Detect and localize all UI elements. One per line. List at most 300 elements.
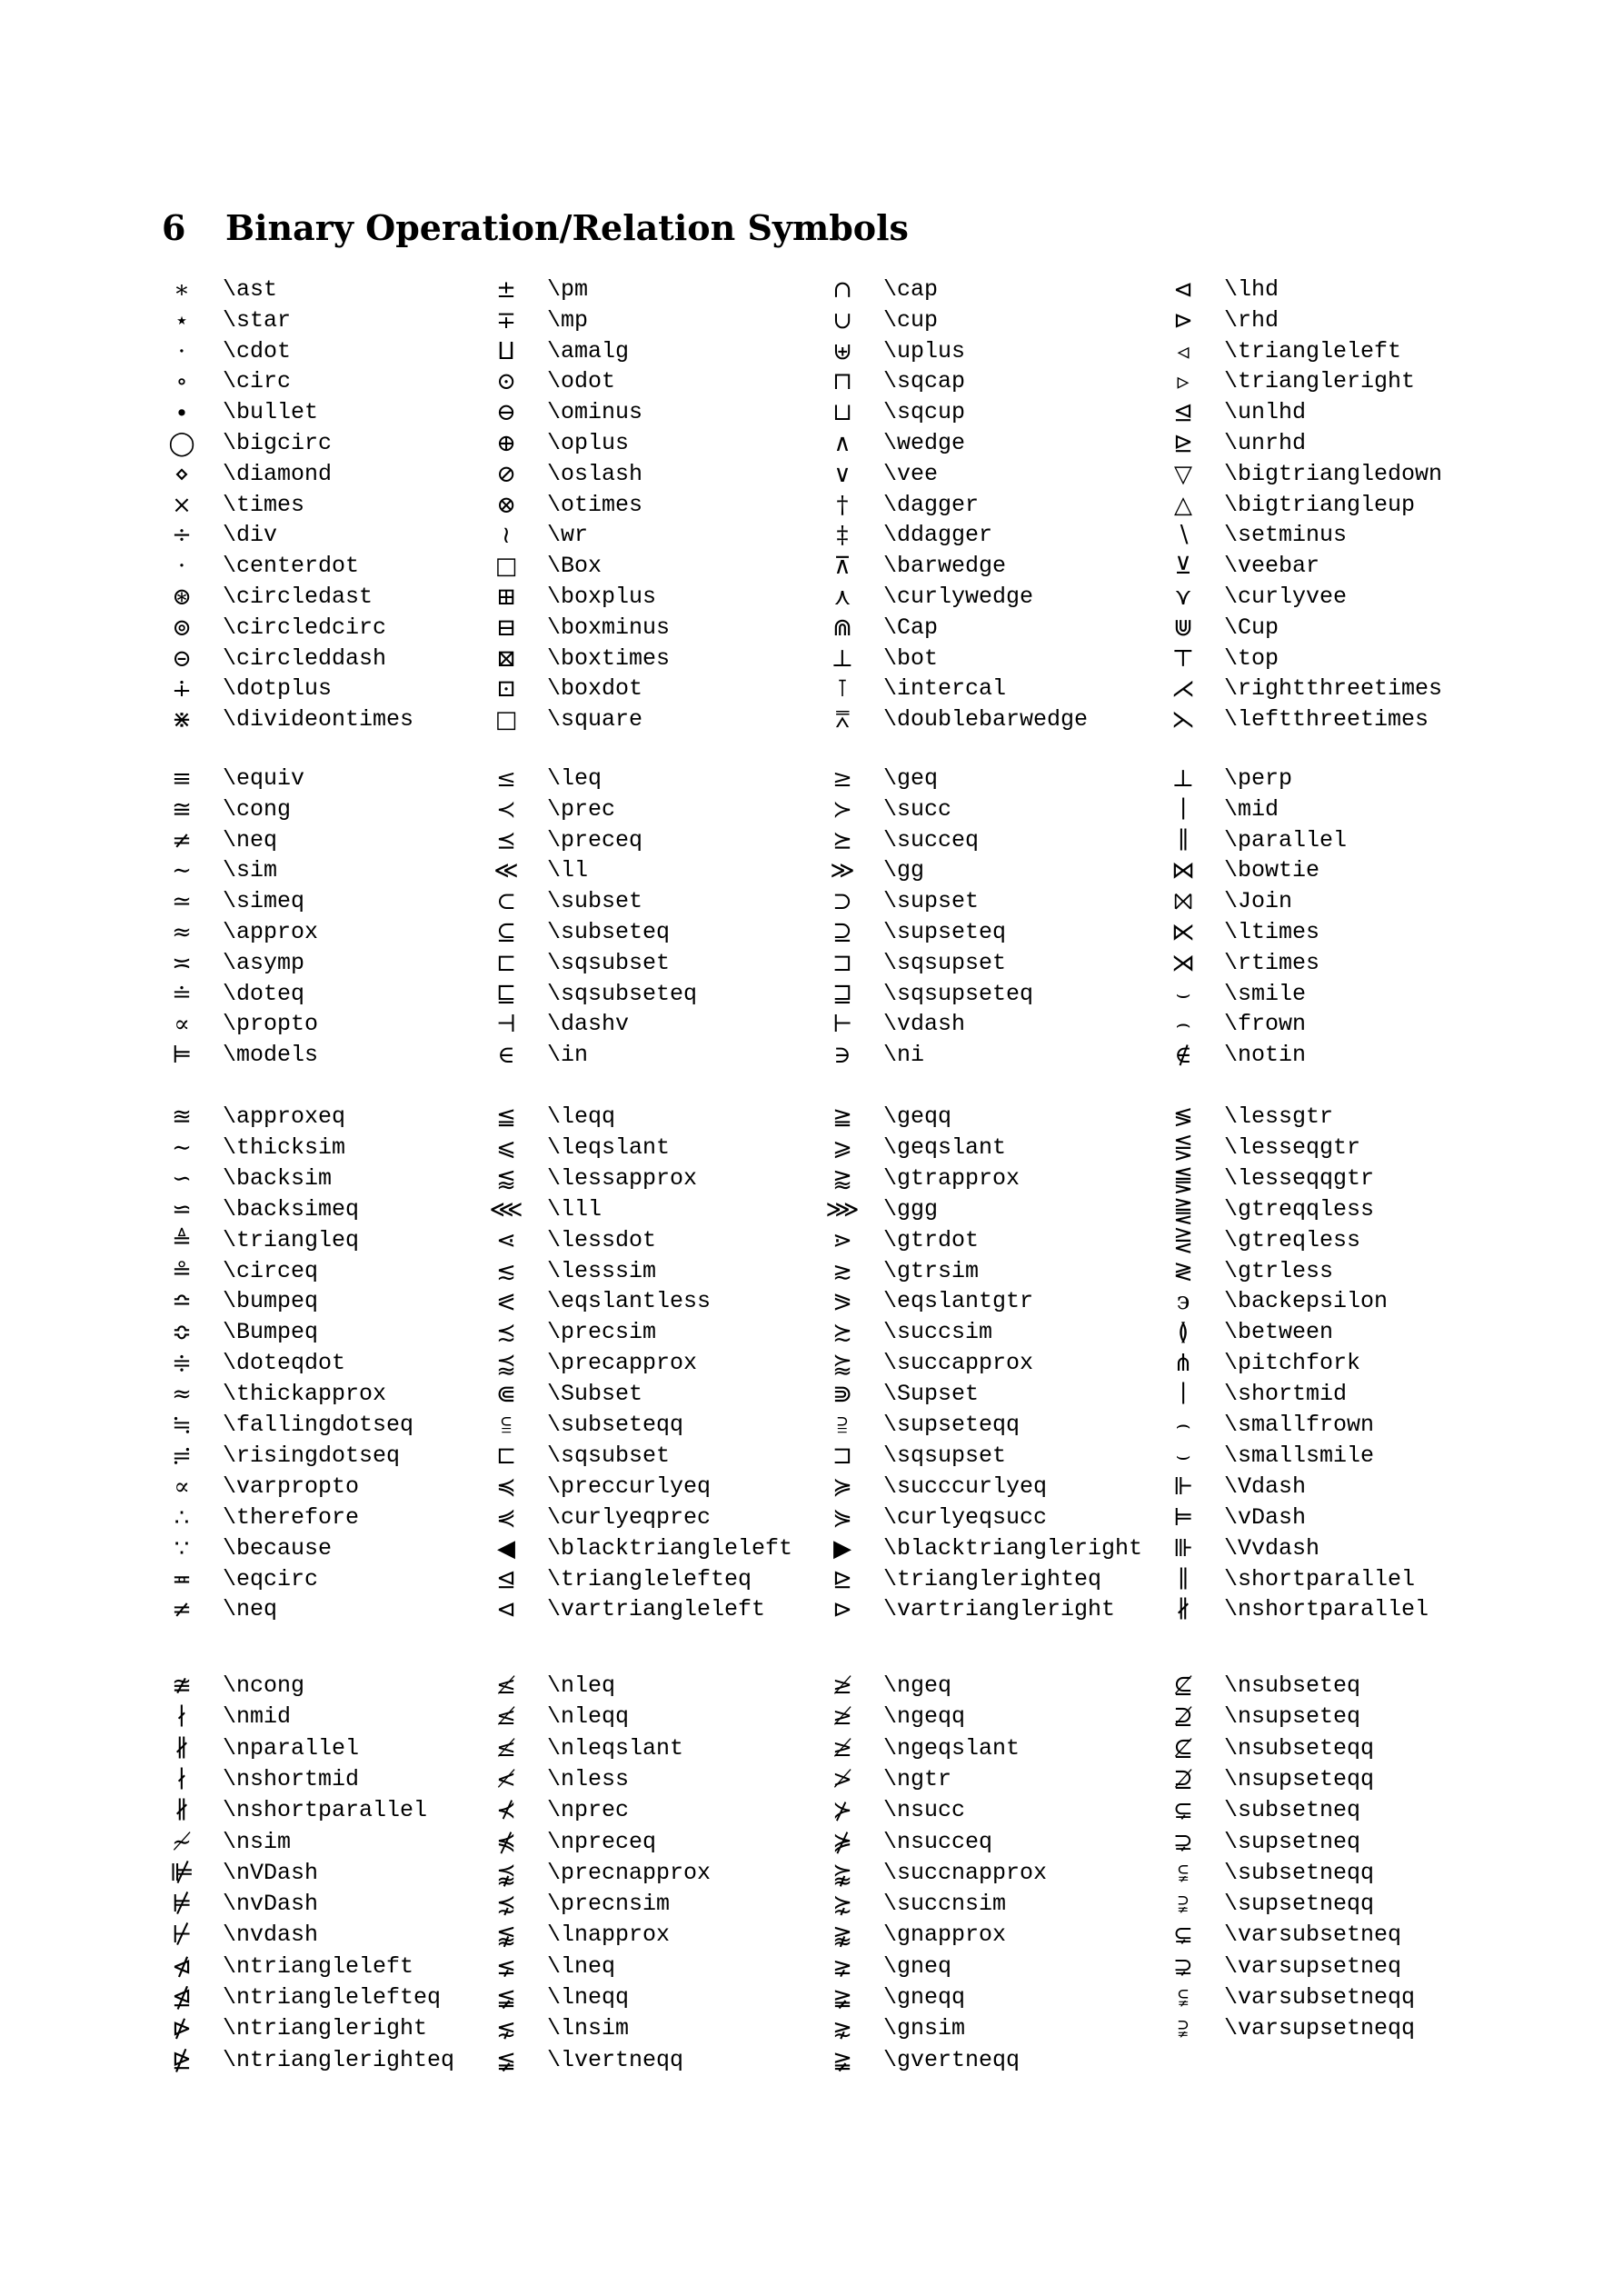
latex-command: \smallsmile	[1224, 1442, 1375, 1469]
latex-command: \ntrianglerighteq	[223, 2046, 455, 2073]
latex-command: \curlyvee	[1224, 584, 1348, 610]
symbol-glyph: ⪹	[496, 1859, 516, 1887]
latex-command: \nsubseteq	[1224, 1672, 1361, 1699]
latex-command: \preceq	[547, 826, 643, 854]
latex-command: \gtrsim	[883, 1257, 980, 1284]
symbol-glyph: ≗	[172, 1257, 192, 1285]
symbol-glyph: ⊀	[496, 1797, 516, 1825]
latex-command: \ntriangleright	[223, 2015, 428, 2042]
symbol-glyph: ⋎	[1174, 584, 1192, 611]
symbol-glyph: ≱	[832, 1703, 852, 1732]
symbol-glyph: ≪	[493, 857, 519, 885]
latex-command: \uplus	[883, 337, 966, 364]
symbol-glyph: ⋍	[172, 1195, 192, 1223]
symbol-glyph: ⊗	[496, 491, 516, 519]
symbol-glyph: ∈	[497, 1042, 515, 1070]
symbol-glyph: †	[836, 491, 849, 519]
latex-command: \subsetneq	[1224, 1797, 1361, 1824]
symbol-glyph: ≦	[496, 1103, 516, 1131]
latex-command: \prec	[547, 795, 616, 823]
symbol-glyph: ◀	[497, 1534, 515, 1562]
symbol-glyph: ⊋	[1173, 1828, 1193, 1856]
symbol-glyph: ∦	[174, 1734, 190, 1762]
latex-command: \vartriangleleft	[547, 1596, 766, 1623]
symbol-glyph: ·	[177, 553, 186, 581]
symbol-glyph: ≍	[172, 949, 192, 977]
latex-command: \wr	[547, 522, 589, 549]
symbol-glyph: ≰	[496, 1734, 516, 1762]
symbol-glyph: ⪕	[496, 1288, 516, 1316]
symbol-glyph: ⊩	[1172, 1472, 1194, 1501]
symbol-glyph: ∦	[174, 1797, 190, 1825]
latex-command: \vartriangleright	[883, 1596, 1116, 1623]
latex-command: \cong	[223, 795, 292, 823]
symbol-glyph: ⊠	[496, 644, 516, 673]
latex-command: \diamond	[223, 460, 333, 487]
symbol-glyph: ⊨	[171, 1042, 193, 1070]
symbol-glyph: ∣	[1180, 795, 1187, 824]
latex-command: \succ	[883, 795, 952, 823]
symbol-glyph: ⋩	[832, 1891, 852, 1919]
symbol-glyph: ⋈	[1171, 857, 1195, 885]
symbol-glyph: ⋠	[496, 1828, 516, 1856]
latex-command: \rightthreetimes	[1224, 675, 1443, 703]
symbol-glyph: ⊙	[496, 368, 516, 396]
symbol-glyph: ≿	[832, 1319, 852, 1347]
latex-command: \lnapprox	[547, 1922, 671, 1949]
latex-command: \frown	[1224, 1011, 1307, 1038]
latex-command: \sqsupseteq	[883, 980, 1034, 1007]
symbol-glyph: ⨝	[1173, 888, 1193, 916]
latex-command: \lneqq	[547, 1984, 630, 2011]
latex-command: \lesssim	[547, 1257, 657, 1284]
symbol-glyph: ∉	[1174, 1042, 1192, 1070]
latex-command: \ngeqq	[883, 1703, 966, 1731]
latex-command: \lesseqgtr	[1224, 1133, 1361, 1161]
symbol-glyph: ≾	[496, 1319, 516, 1347]
latex-command: \blacktriangleright	[883, 1534, 1143, 1562]
latex-command: \wedge	[883, 430, 966, 456]
latex-command: \nleq	[547, 1672, 616, 1699]
latex-command: \nsucc	[883, 1797, 966, 1824]
latex-command: \gneq	[883, 1952, 952, 1980]
latex-command: \boxplus	[547, 584, 657, 610]
latex-command: \ggg	[883, 1195, 939, 1223]
symbol-glyph: ≯	[832, 1765, 852, 1793]
latex-command: \thicksim	[223, 1133, 346, 1161]
latex-command: \succapprox	[883, 1350, 1034, 1377]
symbol-glyph: ∤	[175, 1703, 188, 1732]
symbol-glyph: ⫌	[1178, 1891, 1189, 1919]
latex-command: \rhd	[1224, 306, 1279, 334]
symbol-glyph: ∵	[174, 1534, 190, 1562]
latex-command: \trianglelefteq	[547, 1565, 752, 1592]
latex-command: \notin	[1224, 1042, 1307, 1069]
symbol-glyph: ⊡	[496, 675, 516, 704]
latex-command: \supsetneq	[1224, 1828, 1361, 1855]
latex-command: \succnsim	[883, 1891, 1007, 1918]
symbol-glyph: ⪆	[832, 1164, 852, 1193]
symbol-glyph: ∼	[172, 857, 192, 885]
symbol-glyph: ⋉	[1171, 919, 1195, 946]
latex-command: \backepsilon	[1224, 1288, 1389, 1315]
latex-command: \neq	[223, 826, 278, 854]
symbol-glyph: ⊣	[495, 1011, 517, 1039]
latex-command: \dashv	[547, 1011, 630, 1038]
latex-command: \varsubsetneq	[1224, 1922, 1402, 1949]
symbol-glyph: ⋐	[496, 1381, 516, 1409]
latex-command: \nvdash	[223, 1922, 319, 1949]
symbol-glyph: ≅	[172, 795, 192, 824]
latex-command: \perp	[1224, 765, 1293, 792]
latex-command: \nsim	[223, 1828, 292, 1855]
latex-command: \shortparallel	[1224, 1565, 1416, 1592]
symbol-glyph: ⊟	[496, 614, 516, 642]
latex-command: \curlywedge	[883, 584, 1034, 610]
latex-command: \gtreqless	[1224, 1226, 1361, 1253]
symbol-glyph: ≷	[1173, 1257, 1193, 1285]
symbol-glyph: ≈	[172, 1381, 192, 1409]
symbol-glyph: ≼	[496, 1472, 516, 1501]
latex-command: \leq	[547, 765, 602, 792]
symbol-glyph: ⊯	[169, 1859, 194, 1887]
latex-command: \backsimeq	[223, 1195, 360, 1223]
latex-command: \gtrapprox	[883, 1164, 1021, 1192]
symbol-glyph: ⊒	[831, 980, 852, 1008]
symbol-glyph: ∔	[172, 675, 192, 704]
latex-command: \lhd	[1224, 276, 1279, 303]
symbol-glyph: ⌣	[1175, 1442, 1191, 1470]
symbol-glyph: ⋒	[832, 614, 852, 642]
latex-command: \Vdash	[1224, 1472, 1307, 1500]
symbol-glyph: ⊏	[495, 1442, 516, 1470]
latex-command: \intercal	[883, 675, 1007, 703]
symbol-glyph: ∗	[174, 276, 190, 304]
symbol-glyph: ≳	[832, 1257, 852, 1285]
latex-command: \subseteqq	[547, 1412, 684, 1438]
latex-command: \approxeq	[223, 1103, 346, 1130]
symbol-glyph: □	[494, 553, 518, 581]
symbol-glyph: ⊞	[496, 584, 516, 611]
latex-command: \sqsupset	[883, 949, 1007, 976]
symbol-glyph: ⊏	[495, 949, 516, 977]
latex-command: \curlyeqprec	[547, 1503, 712, 1531]
latex-command: \barwedge	[883, 553, 1007, 580]
latex-command: \boxtimes	[547, 644, 671, 672]
symbol-glyph: ∝	[174, 1011, 190, 1039]
latex-command: \vee	[883, 460, 939, 487]
latex-command: \circledcirc	[223, 614, 387, 641]
latex-command: \gneqq	[883, 1984, 966, 2011]
latex-command: \ast	[223, 276, 278, 303]
latex-command: \dagger	[883, 491, 980, 518]
latex-command: \precapprox	[547, 1350, 698, 1377]
latex-command: \bigcirc	[223, 430, 333, 456]
latex-command: \ominus	[547, 399, 643, 426]
latex-command: \lvertneqq	[547, 2046, 684, 2073]
latex-command: \subset	[547, 888, 643, 915]
symbol-glyph: ∘	[175, 368, 188, 396]
latex-command: \mp	[547, 306, 589, 334]
latex-command: \div	[223, 522, 278, 549]
symbol-glyph: ⋚	[1173, 1133, 1193, 1162]
latex-command: \models	[223, 1042, 319, 1069]
symbol-glyph: ⨿	[497, 337, 515, 365]
latex-command: \sqsubseteq	[547, 980, 698, 1007]
latex-command: \varsupsetneq	[1224, 1952, 1402, 1980]
latex-command: \doteq	[223, 980, 305, 1007]
latex-command: \nsucceq	[883, 1828, 993, 1855]
latex-command: \divideontimes	[223, 706, 414, 734]
latex-command: \nleqslant	[547, 1734, 684, 1762]
symbol-glyph: ≜	[172, 1226, 192, 1254]
latex-command: \ll	[547, 857, 589, 884]
latex-command: \ngtr	[883, 1765, 952, 1792]
symbol-glyph: ⊐	[831, 1442, 852, 1470]
latex-command: \sqsubset	[547, 949, 671, 976]
latex-command: \varsubsetneqq	[1224, 1984, 1416, 2011]
symbol-glyph: ∝	[174, 1472, 190, 1501]
symbol-glyph: ⊋	[1173, 1952, 1193, 1981]
symbol-glyph: ⋧	[832, 2015, 852, 2043]
latex-command: \approx	[223, 919, 319, 945]
latex-command: \geqq	[883, 1103, 952, 1130]
latex-command: \pm	[547, 276, 589, 303]
symbol-glyph: ⊔	[832, 399, 852, 427]
symbol-glyph: ⊺	[836, 675, 849, 704]
latex-command: \circeq	[223, 1257, 319, 1284]
latex-command: \boxdot	[547, 675, 643, 703]
symbol-glyph: ⫆	[837, 1412, 848, 1439]
symbol-glyph: ◯	[168, 430, 195, 457]
symbol-glyph: ⋘	[489, 1195, 523, 1223]
symbol-glyph: ⩽	[496, 1133, 516, 1162]
symbol-glyph: ≃	[172, 888, 192, 916]
latex-command: \trianglerighteq	[883, 1565, 1102, 1592]
latex-command: \succcurlyeq	[883, 1472, 1048, 1500]
section-heading	[162, 207, 909, 262]
symbol-glyph: ∨	[833, 460, 851, 488]
symbol-glyph: ⋗	[832, 1226, 852, 1254]
symbol-glyph: ⊃	[832, 888, 852, 916]
symbol-glyph: ⪷	[496, 1350, 516, 1378]
latex-command: \bullet	[223, 399, 319, 426]
symbol-glyph: ⊬	[171, 1922, 193, 1950]
latex-command: \unrhd	[1224, 430, 1307, 456]
symbol-glyph: ≖	[172, 1565, 192, 1593]
symbol-glyph: ∥	[1177, 1565, 1189, 1593]
latex-command: \nless	[547, 1765, 630, 1792]
latex-command: \nmid	[223, 1703, 292, 1731]
symbol-glyph: ⋄	[174, 460, 190, 488]
latex-command: \bigtriangleup	[1224, 491, 1416, 518]
symbol-glyph: ⊐	[831, 949, 852, 977]
symbol-glyph: ⋊	[1171, 949, 1195, 977]
latex-command: \between	[1224, 1319, 1334, 1346]
symbol-glyph: ⫌	[1178, 2015, 1189, 2043]
latex-command: \varsupsetneqq	[1224, 2015, 1416, 2042]
symbol-glyph: ⫅	[501, 1412, 512, 1439]
latex-command: \mid	[1224, 795, 1279, 823]
symbol-glyph: ⌢	[1175, 1412, 1191, 1439]
latex-command: \simeq	[223, 888, 305, 915]
symbol-glyph: ⪖	[832, 1288, 852, 1316]
latex-command: \nsubseteqq	[1224, 1734, 1375, 1762]
latex-command: \gtrless	[1224, 1257, 1334, 1284]
symbol-glyph: ⊖	[496, 399, 516, 427]
latex-command: \ltimes	[1224, 919, 1320, 945]
latex-command: \risingdotseq	[223, 1442, 401, 1469]
symbol-glyph: ⊳	[1173, 306, 1193, 334]
latex-command: \bot	[883, 644, 939, 672]
symbol-glyph: ‡	[836, 522, 849, 550]
symbol-glyph: ⋙	[825, 1195, 860, 1223]
latex-command: \succeq	[883, 826, 980, 854]
symbol-glyph: ≈	[172, 919, 192, 946]
latex-command: \Subset	[547, 1381, 643, 1408]
latex-command: \eqslantless	[547, 1288, 712, 1315]
latex-command: \nleqq	[547, 1703, 630, 1731]
symbol-glyph: ⫋	[1178, 1984, 1189, 2011]
latex-command: \leftthreetimes	[1224, 706, 1429, 734]
symbol-glyph: ⊴	[496, 1565, 516, 1593]
latex-command: \cap	[883, 276, 939, 303]
latex-command: \neq	[223, 1596, 278, 1623]
symbol-glyph: ⪸	[832, 1350, 852, 1378]
latex-command: \sqsubset	[547, 1442, 671, 1469]
latex-command: \doublebarwedge	[883, 706, 1089, 734]
symbol-glyph: ∪	[832, 306, 852, 334]
symbol-glyph: ⋅	[177, 337, 186, 365]
symbol-glyph: ⋛	[1173, 1226, 1193, 1254]
symbol-glyph: ⋭	[172, 2046, 192, 2074]
symbol-glyph: ⌣	[1175, 980, 1191, 1008]
symbol-glyph: ⋬	[172, 1984, 192, 2011]
symbol-glyph: ⪊	[832, 1922, 852, 1950]
latex-command: \nparallel	[223, 1734, 360, 1762]
latex-command: \eqslantgtr	[883, 1288, 1034, 1315]
latex-command: \gg	[883, 857, 925, 884]
symbol-glyph: ⪺	[832, 1859, 852, 1887]
symbol-glyph: ≎	[172, 1319, 192, 1347]
symbol-glyph: ≊	[172, 1103, 192, 1131]
symbol-glyph: ⊉	[1173, 1765, 1193, 1793]
symbol-glyph: ⊕	[496, 430, 516, 457]
latex-command: \precsim	[547, 1319, 657, 1346]
latex-command: \sim	[223, 857, 278, 884]
latex-command: \boxminus	[547, 614, 671, 641]
symbol-glyph: ⊊	[1173, 1922, 1193, 1950]
symbol-glyph: ≨	[496, 2046, 516, 2074]
symbol-glyph: ⊁	[832, 1797, 852, 1825]
latex-command: \Supset	[883, 1381, 980, 1408]
symbol-glyph: ∙	[175, 399, 188, 427]
symbol-glyph: ≻	[832, 795, 852, 824]
symbol-glyph: ∴	[174, 1503, 190, 1532]
latex-command: \vDash	[1224, 1503, 1307, 1531]
symbol-glyph: ∣	[1180, 1381, 1187, 1409]
section-title: Binary Operation/Relation Symbols	[225, 207, 909, 248]
symbol-glyph: ≰	[496, 1672, 516, 1700]
symbol-glyph: ⊥	[1171, 765, 1195, 793]
symbol-glyph: ⊭	[171, 1891, 193, 1919]
latex-command: \cup	[883, 306, 939, 334]
latex-command: \Cap	[883, 614, 939, 641]
symbol-glyph: ⊥	[831, 644, 854, 673]
latex-command: \smallfrown	[1224, 1412, 1375, 1438]
symbol-glyph: ⋟	[832, 1503, 852, 1532]
symbol-glyph: ∥	[1177, 826, 1189, 854]
latex-command: \lneq	[547, 1952, 616, 1980]
symbol-glyph: ⪯	[496, 826, 516, 854]
latex-command: \ntrianglelefteq	[223, 1984, 442, 2011]
symbol-glyph: ∋	[833, 1042, 851, 1070]
symbol-glyph: ≨	[496, 1984, 516, 2011]
symbol-glyph: ⊲	[1173, 276, 1193, 304]
symbol-glyph: ≱	[832, 1672, 852, 1700]
symbol-glyph: ⋡	[832, 1828, 852, 1856]
symbol-glyph: ⋨	[496, 1891, 516, 1919]
latex-command: \bowtie	[1224, 857, 1320, 884]
latex-command: \gvertneqq	[883, 2046, 1021, 2073]
latex-command: \bumpeq	[223, 1288, 319, 1315]
symbol-glyph: ≐	[172, 980, 192, 1008]
latex-command: \amalg	[547, 337, 630, 364]
symbol-glyph: ⪇	[496, 1952, 516, 1981]
symbol-glyph: ×	[172, 491, 192, 519]
latex-command: \sqcap	[883, 368, 966, 395]
latex-command: \propto	[223, 1011, 319, 1038]
symbol-glyph: ⊻	[1174, 553, 1192, 581]
symbol-glyph: ∖	[1175, 522, 1191, 550]
symbol-glyph: ∤	[175, 1765, 188, 1793]
latex-command: \triangleleft	[1224, 337, 1402, 364]
symbol-glyph: ⋞	[496, 1503, 516, 1532]
symbol-glyph: ⪰	[832, 826, 852, 854]
symbol-glyph: ⊳	[832, 1596, 852, 1624]
symbol-glyph: ⋌	[1171, 675, 1195, 704]
latex-command: \ntriangleleft	[223, 1952, 414, 1980]
latex-command: \smile	[1224, 980, 1307, 1007]
symbol-glyph: ⪅	[496, 1164, 516, 1193]
symbol-glyph: ⋋	[1171, 706, 1195, 734]
latex-command: \nvDash	[223, 1891, 319, 1918]
symbol-glyph: ∧	[833, 430, 851, 457]
symbol-glyph: □	[494, 706, 518, 734]
symbol-glyph: ≽	[832, 1472, 852, 1501]
symbol-glyph: ⪋	[1173, 1164, 1193, 1193]
symbol-glyph: ≁	[172, 1828, 192, 1856]
latex-command: \ngeqslant	[883, 1734, 1021, 1762]
symbol-glyph: ⊆	[496, 919, 516, 946]
latex-command: \doteqdot	[223, 1350, 346, 1377]
symbol-glyph: ⪈	[832, 1952, 852, 1981]
symbol-glyph: ⩾	[832, 1133, 852, 1162]
latex-command: \sqcup	[883, 399, 966, 426]
latex-command: \nshortmid	[223, 1765, 360, 1792]
symbol-glyph: ϶	[1176, 1288, 1190, 1316]
latex-command: \asymp	[223, 949, 305, 976]
latex-command: \sqsupset	[883, 1442, 1007, 1469]
symbol-glyph: ⋆	[174, 306, 190, 334]
latex-command: \Vvdash	[1224, 1534, 1320, 1562]
latex-command: \fallingdotseq	[223, 1412, 414, 1438]
latex-command: \blacktriangleleft	[547, 1534, 793, 1562]
symbol-glyph: ⊘	[496, 460, 516, 488]
symbol-glyph: ⊂	[496, 888, 516, 916]
latex-command: \lessgtr	[1224, 1103, 1334, 1130]
latex-command: \circ	[223, 368, 292, 395]
